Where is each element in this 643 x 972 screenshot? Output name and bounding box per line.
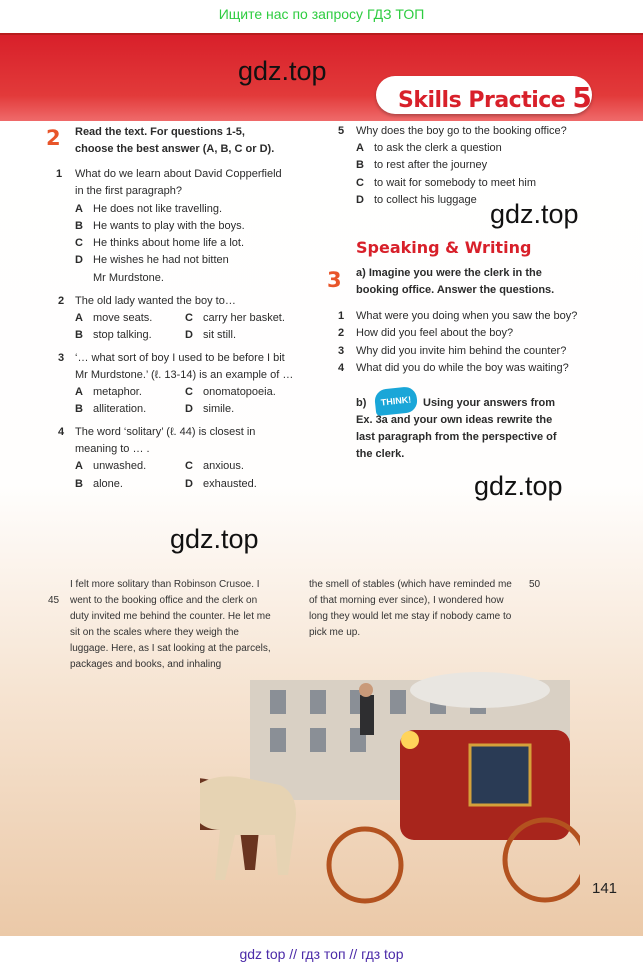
task-b-line4: the clerk. xyxy=(356,448,405,460)
question-number: 5 xyxy=(338,125,345,137)
question-text: What were you doing when you saw the boy? xyxy=(356,310,578,322)
coachman-head xyxy=(359,683,373,697)
question-text: Why did you invite him behind the counter? xyxy=(356,345,567,357)
watermark: gdz.top xyxy=(170,524,259,554)
luggage-bundles xyxy=(410,672,550,708)
section-title: Skills Practice 5 xyxy=(398,81,592,114)
question-number: 4 xyxy=(338,362,345,374)
story-line: the smell of stables (which have reminded me xyxy=(309,579,512,590)
answer-option[interactable]: A move seats. xyxy=(75,312,153,324)
task-instruction-line1: a) Imagine you were the clerk in the xyxy=(356,267,542,279)
question-text: ‘… what sort of boy I used to be before I bit xyxy=(75,352,285,364)
question-text: The word ‘solitary’ (ℓ. 44) is closest in xyxy=(75,426,256,438)
answer-option[interactable]: C He thinks about home life a lot. xyxy=(75,237,245,249)
coachman-figure xyxy=(360,695,374,735)
task-b-line3: last paragraph from the perspective of xyxy=(356,431,557,443)
task-instruction-line2: booking office. Answer the questions. xyxy=(356,284,555,296)
question-text: in the first paragraph? xyxy=(75,185,183,197)
question-number: 1 xyxy=(56,168,63,180)
answer-option[interactable]: D to collect his luggage xyxy=(356,194,477,206)
story-line: sit on the scales where they weigh the xyxy=(70,627,239,638)
watermark: gdz.top xyxy=(490,199,579,229)
line-number: 45 xyxy=(48,595,60,606)
story-line: went to the booking office and the clerk on xyxy=(70,595,258,606)
question-text: What do we learn about David Copperfield xyxy=(75,168,282,180)
question-number: 2 xyxy=(338,327,345,339)
think-badge: THINK! xyxy=(374,386,418,416)
section-number: 5 xyxy=(572,81,592,114)
answer-option[interactable]: A to ask the clerk a question xyxy=(356,142,502,154)
story-line: long they would let me stay if nobody came to xyxy=(309,611,512,622)
story-line: I felt more solitary than Robinson Crusoe. I xyxy=(70,579,260,590)
answer-option[interactable]: A unwashed. xyxy=(75,460,147,472)
answer-option[interactable]: B to rest after the journey xyxy=(356,159,488,171)
speaking-writing-heading: Speaking & Writing xyxy=(356,238,532,257)
task-instruction-line2: choose the best answer (A, B, C or D). xyxy=(75,143,275,155)
coach-window xyxy=(470,745,530,805)
question-text: Mr Murdstone.’ (ℓ. 13-14) is an example of … xyxy=(75,369,294,381)
watermark: gdz.top xyxy=(238,56,327,86)
question-number: 2 xyxy=(58,295,65,307)
task-number: 2 xyxy=(46,126,61,150)
task-b-label: b) xyxy=(356,397,367,409)
story-line: duty invited me behind the counter. He let me xyxy=(70,611,271,622)
line-number: 50 xyxy=(529,579,541,590)
watermark: gdz.top xyxy=(474,471,563,501)
question-text: Why does the boy go to the booking office? xyxy=(356,125,567,137)
story-line: packages and books, and inhaling xyxy=(70,659,222,670)
answer-option[interactable]: C to wait for somebody to meet him xyxy=(356,177,537,189)
task-b-line1: Using your answers from xyxy=(423,397,556,409)
answer-option[interactable]: B alliteration. xyxy=(75,403,147,415)
answer-option[interactable]: A He does not like travelling. xyxy=(75,203,223,215)
answer-option[interactable]: C anxious. xyxy=(185,460,244,472)
answer-option[interactable]: C carry her basket. xyxy=(185,312,285,324)
answer-option[interactable]: A metaphor. xyxy=(75,386,142,398)
answer-option[interactable]: B stop talking. xyxy=(75,329,152,341)
question-text: How did you feel about the boy? xyxy=(356,327,514,339)
question-text: The old lady wanted the boy to… xyxy=(75,295,236,307)
question-number: 3 xyxy=(58,352,65,364)
task-number: 3 xyxy=(327,268,342,292)
answer-option[interactable]: C onomatopoeia. xyxy=(185,386,276,398)
task-b-line2: Ex. 3a and your own ideas rewrite the xyxy=(356,414,553,426)
top-search-hint[interactable]: Ищите нас по запросу ГДЗ ТОП xyxy=(218,6,425,22)
question-text: meaning to … . xyxy=(75,443,150,455)
question-number: 4 xyxy=(58,426,65,438)
answer-option[interactable]: B He wants to play with the boys. xyxy=(75,220,245,232)
answer-option[interactable]: D simile. xyxy=(185,403,235,415)
answer-option[interactable]: D sit still. xyxy=(185,329,236,341)
question-text: What did you do while the boy was waiting? xyxy=(356,362,569,374)
story-line: of that morning ever since), I wondered how xyxy=(309,595,504,606)
answer-option-continuation: Mr Murdstone. xyxy=(93,272,164,284)
answer-option[interactable]: B alone. xyxy=(75,478,123,490)
footer-links[interactable]: gdz top // гдз топ // гдз top xyxy=(239,946,404,962)
question-number: 1 xyxy=(338,310,345,322)
task-instruction-line1: Read the text. For questions 1-5, xyxy=(75,126,245,138)
coach-lamp xyxy=(401,731,419,749)
question-number: 3 xyxy=(338,345,345,357)
page-number: 141 xyxy=(592,880,618,897)
stagecoach-illustration xyxy=(200,660,580,920)
story-line: luggage. Here, as I sat looking at the parcels, xyxy=(70,643,271,654)
answer-option[interactable]: D He wishes he had not bitten xyxy=(75,254,229,266)
story-line: pick me up. xyxy=(309,627,361,638)
answer-option[interactable]: D exhausted. xyxy=(185,478,257,490)
coach-wheel-front xyxy=(329,829,401,901)
